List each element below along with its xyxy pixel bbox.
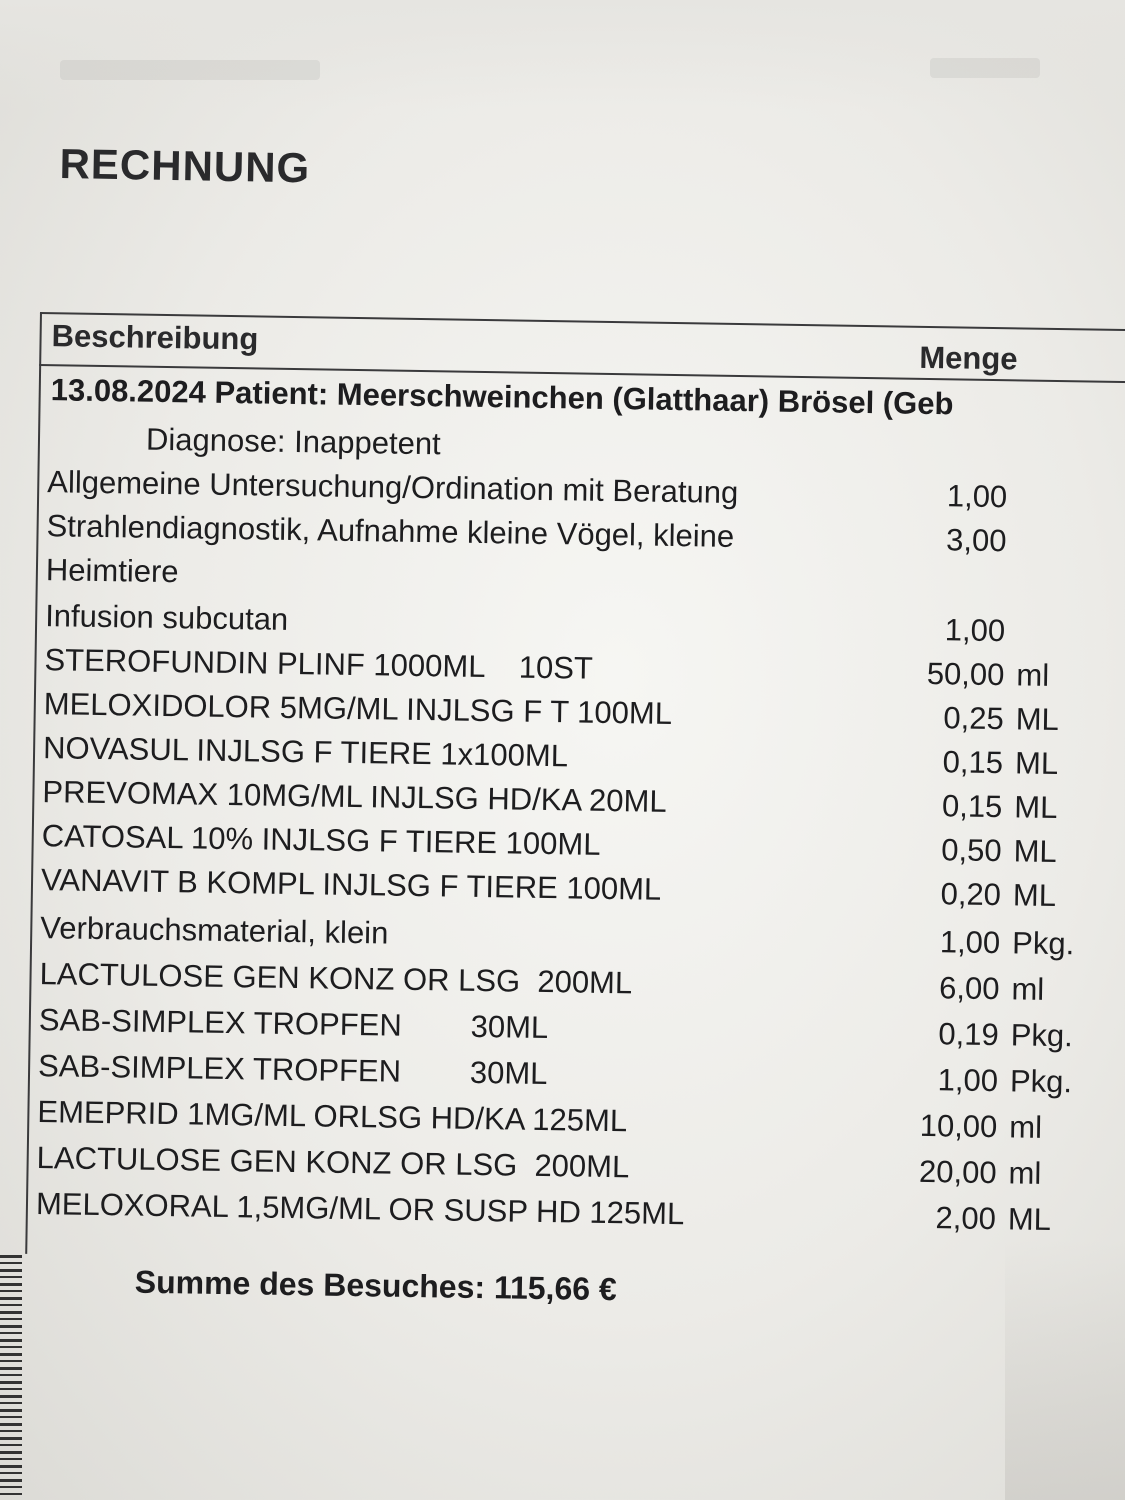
item-unit: ML bbox=[1014, 745, 1059, 782]
item-description: MELOXIDOLOR 5MG/ML INJLSG F T 100ML bbox=[43, 686, 673, 731]
item-unit: Pkg. bbox=[1011, 925, 1075, 962]
patient-line: 13.08.2024 Patient: Meerschweinchen (Glatthaar) Brösel (Geb bbox=[50, 372, 954, 422]
blurred-text-left bbox=[60, 60, 320, 80]
item-quantity: 1,00 bbox=[944, 612, 1006, 649]
item-quantity: 0,19 bbox=[938, 1016, 1000, 1053]
item-description: LACTULOSE GEN KONZ OR LSG 200ML bbox=[36, 1140, 630, 1185]
item-quantity: 0,15 bbox=[942, 744, 1004, 781]
item-quantity: 0,25 bbox=[943, 700, 1005, 737]
blurred-text-right bbox=[930, 58, 1040, 78]
item-unit: ML bbox=[1007, 1201, 1052, 1237]
barcode-edge bbox=[0, 1255, 22, 1495]
invoice-title: RECHNUNG bbox=[59, 140, 311, 192]
item-unit: Pkg. bbox=[1009, 1063, 1073, 1100]
item-quantity: 50,00 bbox=[926, 655, 1005, 693]
item-description: SAB-SIMPLEX TROPFEN 30ML bbox=[38, 1002, 549, 1046]
item-unit: ml bbox=[1011, 971, 1045, 1007]
item-description: Verbrauchsmaterial, klein bbox=[40, 910, 389, 951]
item-description: LACTULOSE GEN KONZ OR LSG 200ML bbox=[39, 956, 633, 1001]
item-unit: Pkg. bbox=[1010, 1017, 1074, 1054]
item-description: NOVASUL INJLSG F TIERE 1x100ML bbox=[42, 730, 569, 774]
item-quantity: 10,00 bbox=[919, 1107, 998, 1145]
item-description: Strahlendiagnostik, Aufnahme kleine Vögel, kleine bbox=[46, 508, 735, 554]
blurred-header-area bbox=[0, 0, 1125, 110]
header-quantity: Menge bbox=[919, 339, 1018, 377]
item-quantity: 1,00 bbox=[939, 924, 1001, 961]
item-quantity bbox=[916, 566, 1006, 567]
invoice-table bbox=[24, 312, 1125, 1329]
item-description: EMEPRID 1MG/ML ORLSG HD/KA 125ML bbox=[37, 1094, 628, 1139]
visit-total: Summe des Besuches: 115,66 € bbox=[134, 1263, 618, 1308]
item-quantity: 2,00 bbox=[935, 1200, 997, 1237]
item-unit: ml bbox=[1008, 1155, 1042, 1191]
header-description: Beschreibung bbox=[51, 318, 259, 357]
item-unit: ML bbox=[1015, 701, 1060, 738]
item-quantity: 0,50 bbox=[941, 832, 1002, 869]
item-description: Heimtiere bbox=[45, 552, 179, 590]
item-unit: ML bbox=[1014, 789, 1058, 826]
item-quantity: 0,15 bbox=[941, 788, 1003, 825]
item-unit: ML bbox=[1012, 877, 1057, 914]
item-unit: ml bbox=[1016, 657, 1050, 693]
item-quantity: 1,00 bbox=[937, 1062, 999, 1099]
item-quantity: 3,00 bbox=[945, 522, 1007, 559]
item-quantity: 20,00 bbox=[918, 1153, 997, 1191]
item-description: MELOXORAL 1,5MG/ML OR SUSP HD 125ML bbox=[35, 1186, 685, 1232]
item-description: VANAVIT B KOMPL INJLSG F TIERE 100ML bbox=[40, 862, 662, 907]
item-description: SAB-SIMPLEX TROPFEN 30ML bbox=[37, 1048, 548, 1092]
item-description: Infusion subcutan bbox=[44, 598, 289, 637]
item-description: CATOSAL 10% INJLSG F TIERE 100ML bbox=[41, 818, 601, 862]
item-unit: ml bbox=[1009, 1109, 1043, 1145]
item-quantity: 6,00 bbox=[938, 970, 1000, 1007]
item-quantity: 0,20 bbox=[940, 876, 1002, 913]
item-description: Allgemeine Untersuchung/Ordination mit Beratung bbox=[47, 464, 739, 510]
item-unit: ML bbox=[1013, 833, 1058, 870]
page-shadow bbox=[1005, 1240, 1125, 1500]
item-description: STEROFUNDIN PLINF 1000ML 10ST bbox=[44, 642, 594, 686]
item-description: PREVOMAX 10MG/ML INJLSG HD/KA 20ML bbox=[42, 774, 667, 819]
item-quantity: 1,00 bbox=[946, 478, 1008, 515]
diagnosis-line: Diagnose: Inappetent bbox=[145, 421, 441, 462]
